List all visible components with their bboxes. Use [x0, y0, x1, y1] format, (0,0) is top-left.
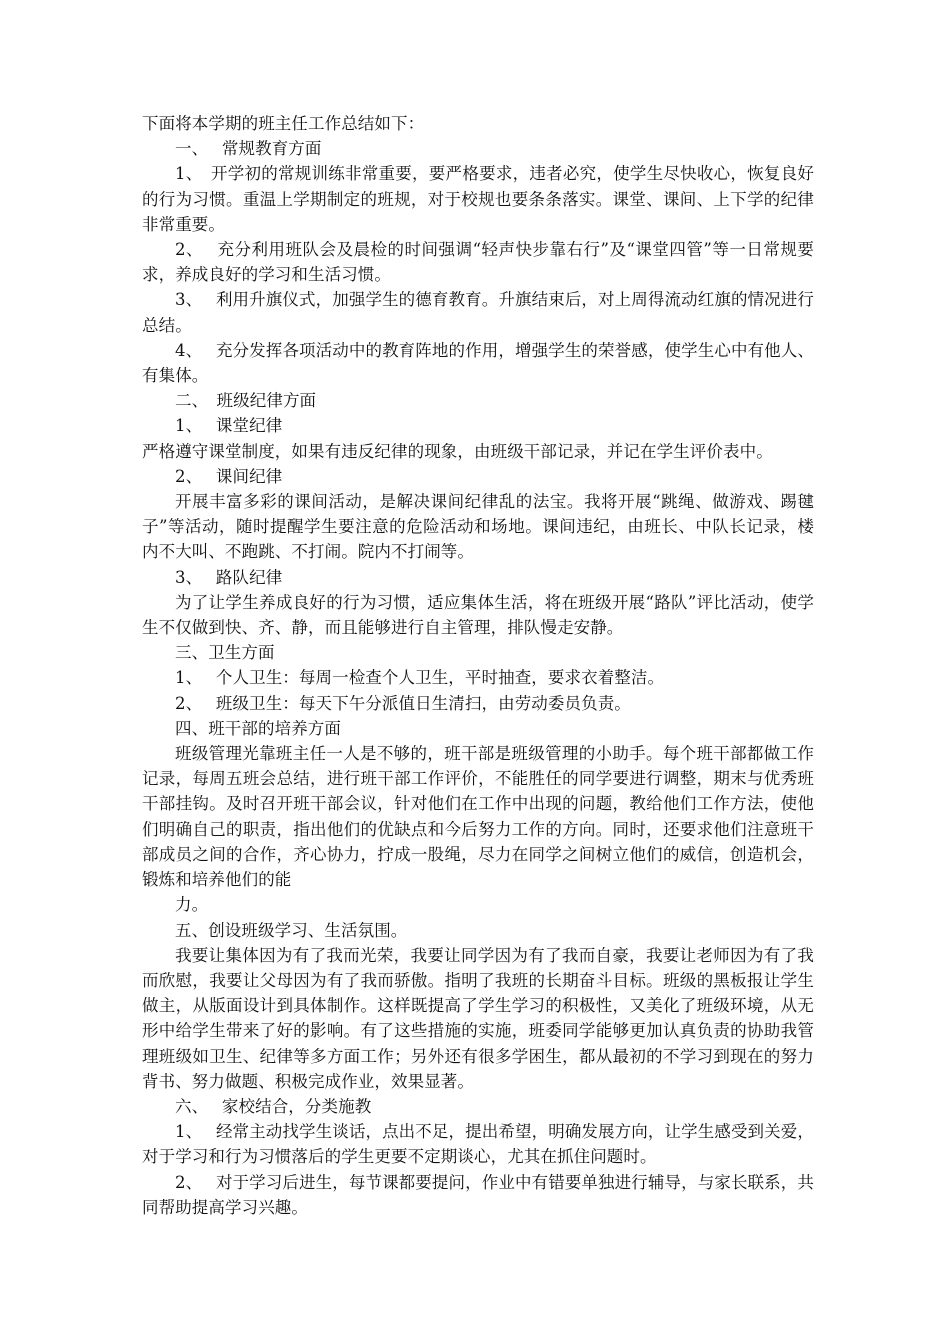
section-heading-3: 三、卫生方面 — [175, 643, 275, 663]
paragraph: 开展丰富多彩的课间活动，是解决课间纪律乱的法宝。我将开展“跳绳、做游戏、踢毽子”等活动，随时提醒学生要注意的危险活动和场地。课间违纪，由班长、中队长记录，楼内不大叫、不跑跳、不打闹。院内不打闹等。 — [142, 492, 814, 562]
paragraph: 4、 充分发挥各项活动中的教育阵地的作用，增强学生的荣誉感，使学生心中有他人、有集体。 — [142, 340, 814, 386]
paragraph: 2、 对于学习后进生，每节课都要提问，作业中有错要单独进行辅导，与家长联系，共同帮助提高学习兴趣。 — [142, 1172, 814, 1217]
paragraph: 3、 利用升旗仪式，加强学生的德育教育。升旗结束后，对上周得流动红旗的情况进行总结。 — [142, 290, 814, 335]
paragraph: 2、 班级卫生：每天下午分派值日生清扫，由劳动委员负责。 — [175, 693, 631, 713]
paragraph: 力。 — [175, 895, 209, 915]
paragraph: 2、 充分利用班队会及晨检的时间强调“轻声快步靠右行”及“课堂四管”等一日常规要求，养成良好的学习和生活习惯。 — [142, 240, 814, 285]
section-heading-5: 五、创设班级学习、生活氛围。 — [175, 920, 408, 940]
paragraph: 为了让学生养成良好的行为习惯，适应集体生活，将在班级开展“路队”评比活动，使学生不仅做到快、齐、静，而且能够进行自主管理，排队慢走安静。 — [142, 592, 814, 638]
paragraph: 严格遵守课堂制度，如果有违反纪律的现象，由班级干部记录，并记在学生评价表中。 — [142, 441, 773, 461]
section-heading-4: 四、班干部的培养方面 — [175, 718, 341, 738]
paragraph: 1、 经常主动找学生谈话，点出不足，提出希望，明确发展方向，让学生感受到关爱，对于学习和行为习惯落后的学生更要不定期谈心，尤其在抓住问题时。 — [142, 1122, 814, 1167]
intro-line: 下面将本学期的班主任工作总结如下： — [142, 114, 425, 133]
section-heading-6: 六、 家校结合，分类施教 — [175, 1096, 372, 1116]
section-heading-2: 二、 班级纪律方面 — [175, 391, 317, 411]
paragraph: 班级管理光靠班主任一人是不够的，班干部是班级管理的小助手。每个班干部都做工作记录，每周五班会总结，进行班干部工作评价，不能胜任的同学要进行调整，期末与优秀班干部挂钩。及时召开班干部会议，针对他们在工作中出现的问题，教给他们工作方法，使他们明确自己的职责，指出他们的优缺点和今后努力工作的方向。同时，还要求他们注意班干部成员之间的合作，齐心协力，拧成一股绳，尽力在同学之间树立他们的威信，创造机会，锻炼和培养他们的能 — [142, 744, 814, 890]
section-heading-1: 一、 常规教育方面 — [175, 139, 322, 159]
paragraph: 1、 个人卫生：每周一检查个人卫生，平时抽查，要求衣着整洁。 — [175, 668, 665, 688]
paragraph: 我要让集体因为有了我而光荣，我要让同学因为有了我而自豪，我要让老师因为有了我而欣慰，我要让父母因为有了我而骄傲。指明了我班的长期奋斗目标。班级的黑板报让学生做主，从版面设计到具体制作。这样既提高了学生学习的积极性，又美化了班级环境，从无形中给学生带来了好的影响。有了这些措施的实施，班委同学能够更加认真负责的协助我管理班级如卫生、纪律等多方面工作；另外还有很多学困生，都从最初的不学习到现在的努力背书、努力做题、积极完成作业，效果显著。 — [142, 945, 814, 1091]
subheading: 1、 课堂纪律 — [175, 416, 283, 436]
subheading: 3、 路队纪律 — [175, 567, 283, 587]
paragraph: 1、 开学初的常规训练非常重要，要严格要求，违者必究，使学生尽快收心，恢复良好的行为习惯。重温上学期制定的班规，对于校规也要条条落实。课堂、课间、上下学的纪律非常重要。 — [142, 164, 814, 234]
subheading: 2、 课间纪律 — [175, 466, 283, 486]
document-body — [142, 111, 814, 1220]
